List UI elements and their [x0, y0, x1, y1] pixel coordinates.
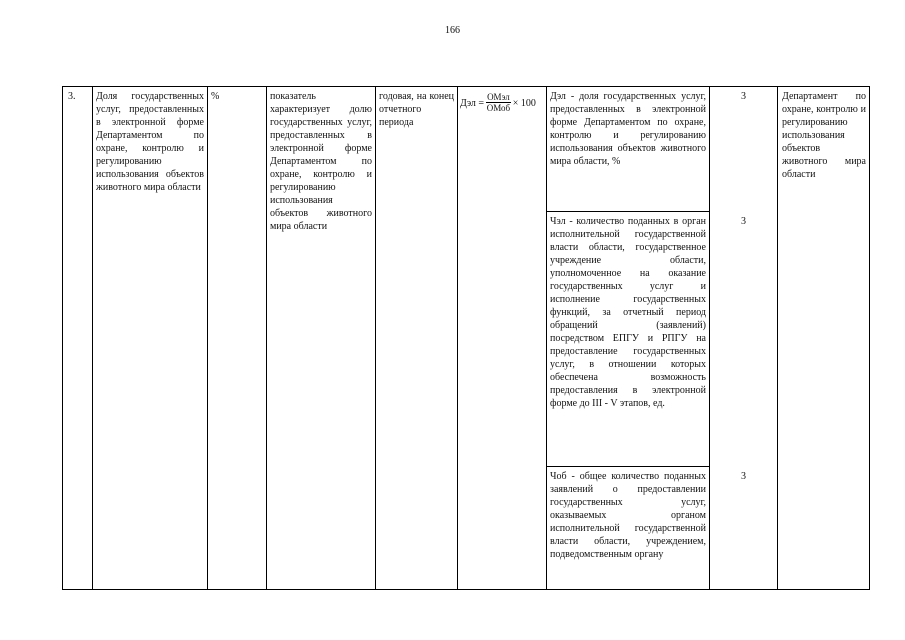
calculation-formula — [460, 92, 546, 114]
col-border-9 — [777, 86, 778, 590]
row-number: 3. — [68, 91, 76, 102]
col-border-7 — [709, 86, 710, 590]
subrow-border-2 — [546, 466, 709, 467]
col-border-5 — [457, 86, 458, 590]
col-border-4 — [375, 86, 376, 590]
col-border-10 — [869, 86, 870, 590]
formula-fraction — [486, 92, 511, 114]
component-code-3: 3 — [741, 471, 746, 482]
responsible-department-cell: Департамент по охране, контролю и регулированию использования объектов животного мира области — [782, 91, 866, 180]
col-border-1 — [92, 86, 93, 590]
col-border-6 — [546, 86, 547, 590]
table-bottom-border — [62, 589, 778, 590]
formula-numerator: ОМэл — [487, 92, 510, 102]
page-number: 166 — [445, 25, 460, 36]
component-code-1: 3 — [741, 91, 746, 102]
component-text-1: Дэл - доля государственных услуг, предоставленных в электронной форме Департаментом по охране, контролю и регулированию использования объектов животного мира области, % — [550, 91, 706, 167]
table-top-border-ext — [777, 86, 870, 87]
unit: % — [211, 91, 220, 102]
formula-denominator: ОМоб — [486, 103, 511, 113]
subrow-border-1 — [546, 211, 709, 212]
component-text-2: Чэл - количество поданных в орган исполнительной государственной власти области, государственное учреждение области, уполномоченное на оказание государственных услуг и исполнение государственных функций, за отчетный период обращений (заявлений) посредством ЕПГУ и РПГУ на предоставление государственных услуг, в отношении которых обеспечена возможность предоставления в электронной форме до III - V этапов, ед. — [550, 216, 706, 409]
indicator-name: Доля государственных услуг, предоставленных в электронной форме Департаментом по охране, контролю и регулированию использования объектов животного мира области — [96, 91, 204, 193]
component-text-3: Чоб - общее количество поданных заявлений о предоставлении государственных услуг, оказываемых органом исполнительной государственной власти области, учреждением, подведомственным органу — [550, 471, 706, 560]
col-border-3 — [266, 86, 267, 590]
table-top-border — [62, 86, 778, 87]
table-bottom-border-ext — [777, 589, 870, 590]
col-border-0 — [62, 86, 63, 590]
formula-rhs: × 100 — [512, 97, 536, 109]
component-code-2: 3 — [741, 216, 746, 227]
indicator-description: показатель характеризует долю государственных услуг, предоставленных в электронной форме Департаментом по охране, контролю и регулированию использования объектов животного мира области — [270, 91, 372, 232]
formula-lhs: Дэл = — [460, 97, 485, 109]
periodicity: годовая, на конец отчетного периода — [379, 91, 454, 128]
col-border-2 — [207, 86, 208, 590]
indicator-table — [62, 86, 778, 590]
